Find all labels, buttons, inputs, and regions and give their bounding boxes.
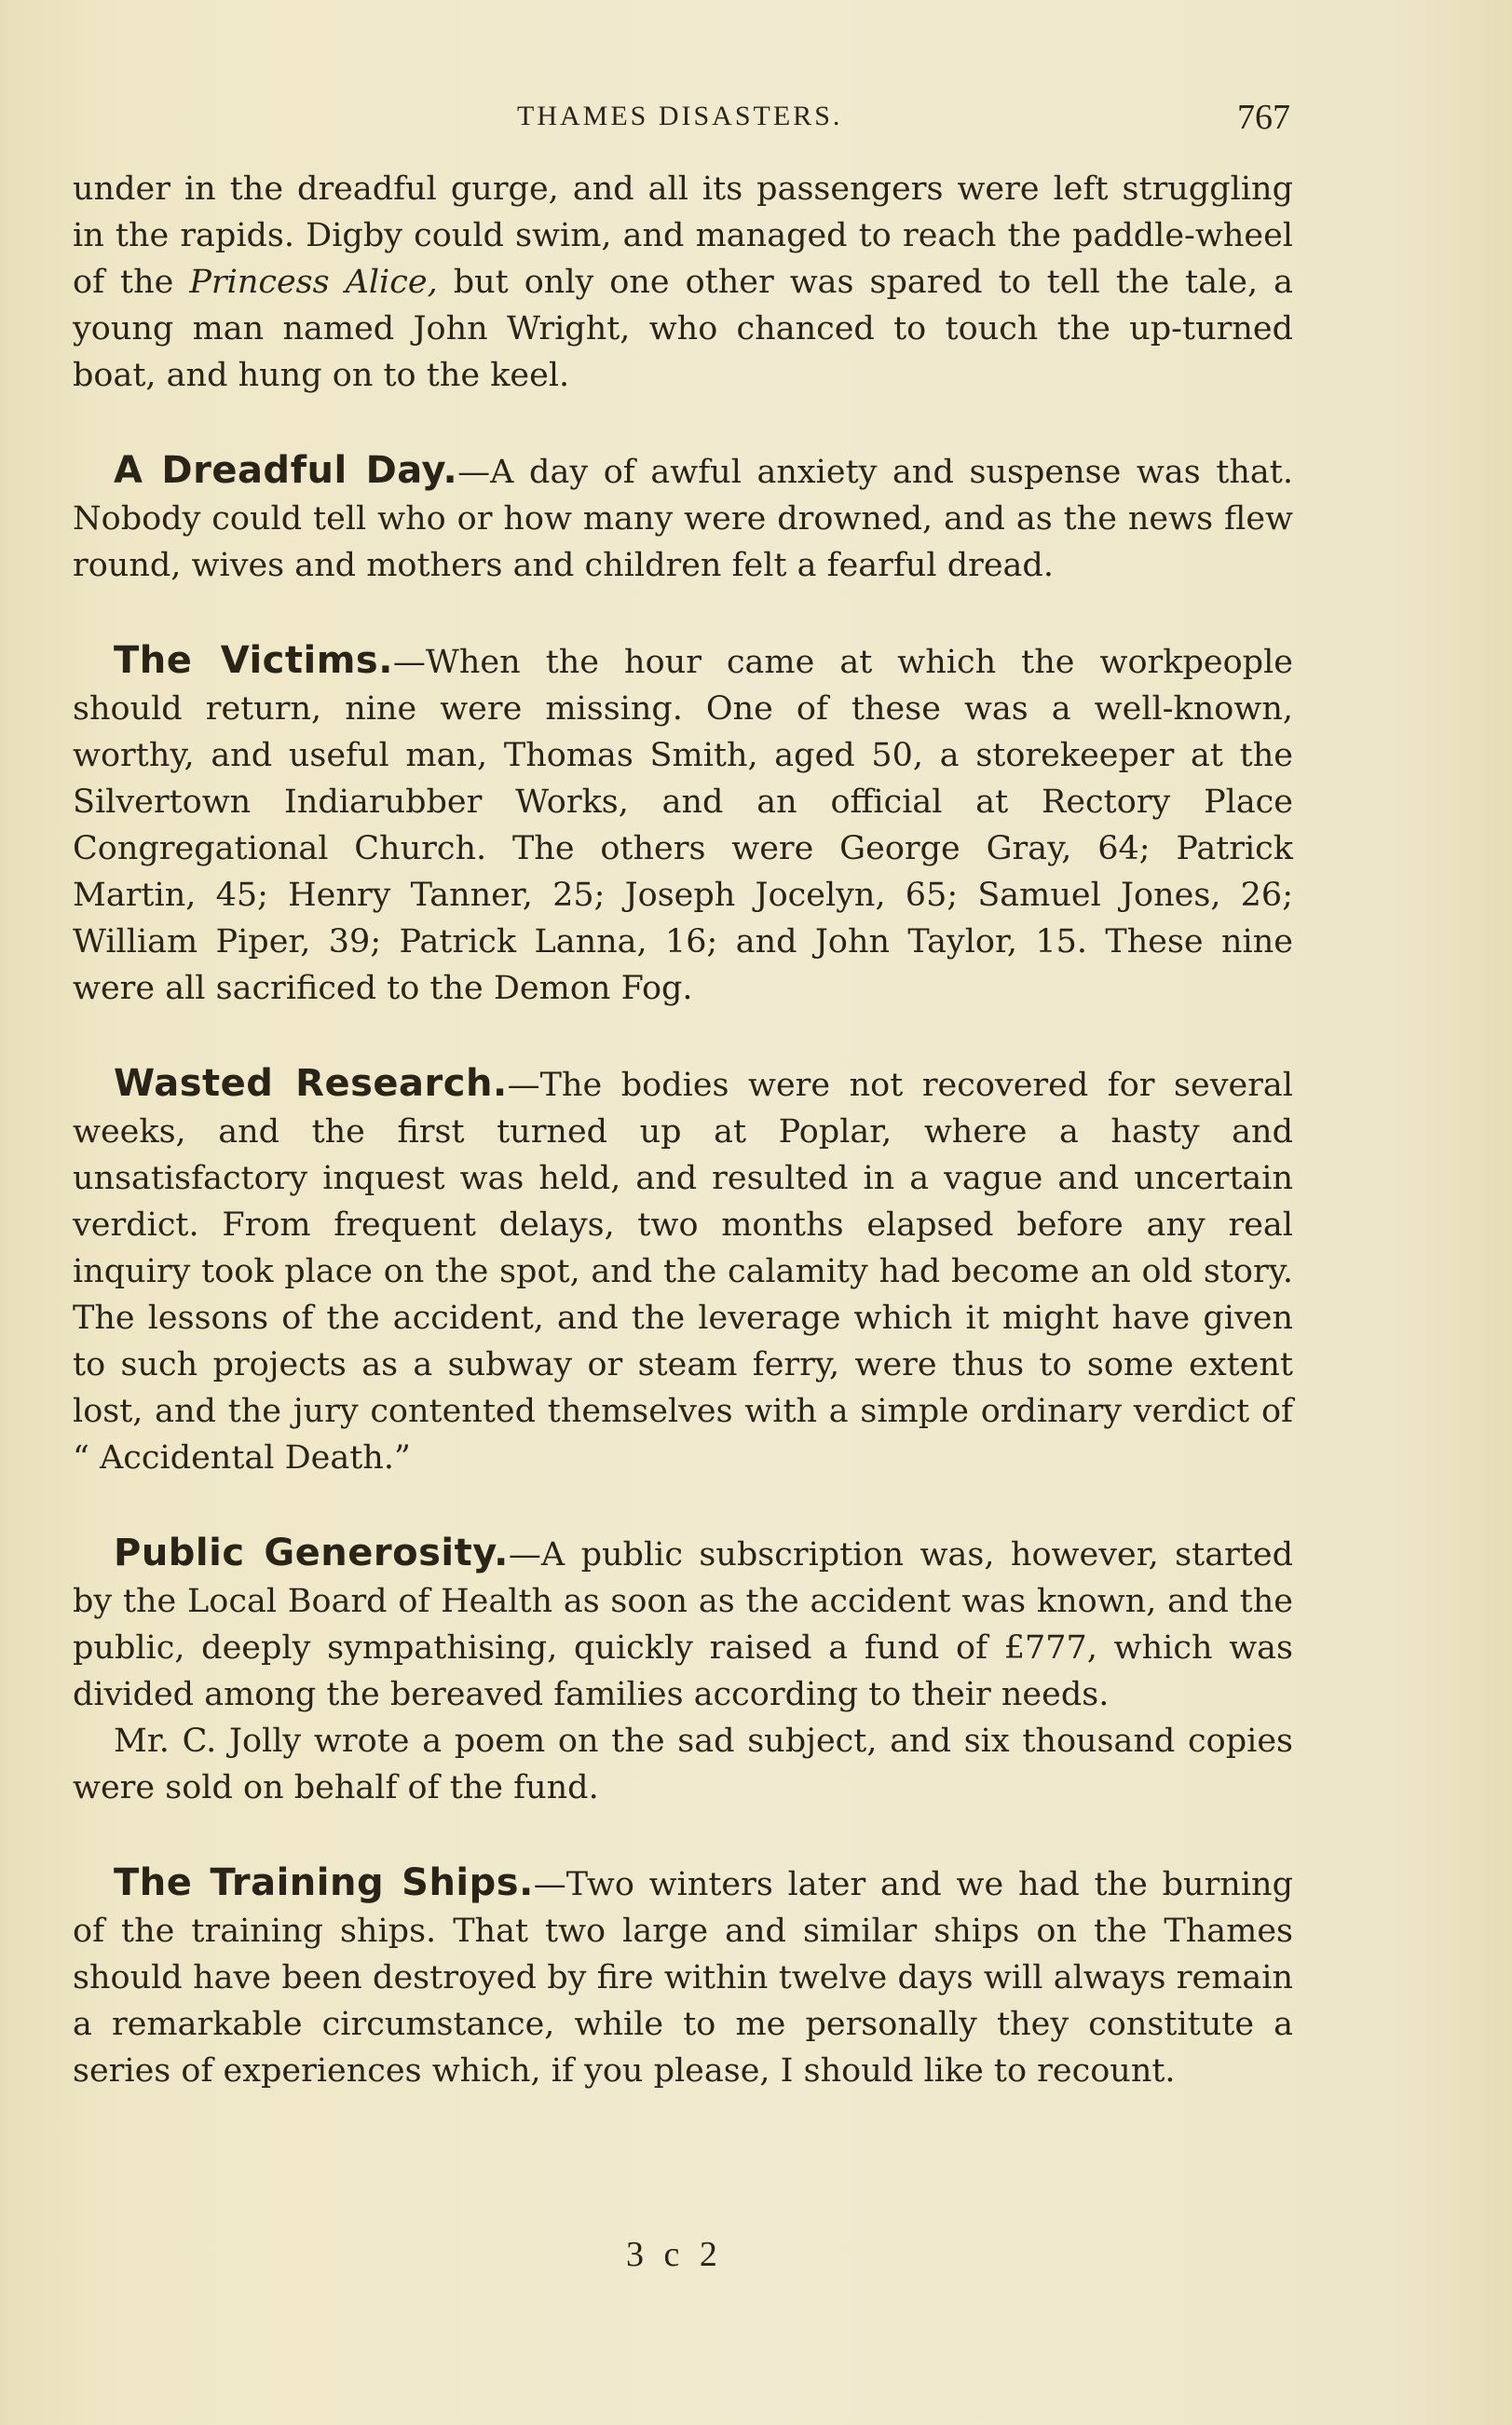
- section-paragraph: [73, 1060, 1293, 1481]
- section-wasted-research: [73, 1060, 1293, 1481]
- section-heading: The Training Ships.: [114, 1861, 534, 1904]
- section-paragraph: [73, 1860, 1293, 2094]
- body-text: [73, 166, 1293, 2135]
- section-paragraph: [73, 1530, 1293, 1718]
- signature-mark: 3 c 2: [626, 2235, 723, 2274]
- section-heading: A Dreadful Day.: [114, 449, 458, 492]
- page-number: 767: [1237, 98, 1290, 137]
- section-heading: The Victims.: [114, 639, 393, 682]
- section-public-generosity: [73, 1530, 1293, 1811]
- section-paragraph: [73, 447, 1293, 589]
- section-text: —When the hour came at which the workpeople should return, nine were missing. One of these was a well-known, worthy, and useful man, Thomas Smith, aged 50, a storekeeper at the Silvertown Indiarubber Works, and an official at Rectory Place Congregational Church. The others were George Gray, 64; Patrick Martin, 45; Henry Tanner, 25; Joseph Jocelyn, 65; Samuel Jones, 26; William Piper, 39; Patrick Lanna, 16; and John Taylor, 15. These nine were all sacrificed to the Demon Fog.: [73, 644, 1293, 1007]
- section-dreadful-day: [73, 447, 1293, 589]
- section-training-ships: [73, 1860, 1293, 2094]
- section-paragraph: [73, 637, 1293, 1012]
- running-head: [0, 98, 1512, 147]
- section-text: —A day of awful anxiety and suspense was that. Nobody could tell who or how many were drowned, and as the news flew round, wives and mothers and children felt a fearful dread.: [73, 454, 1293, 584]
- opening-paragraph: [73, 166, 1293, 399]
- section-heading: Public Generosity.: [114, 1532, 509, 1574]
- section-victims: [73, 637, 1293, 1012]
- section-text: —Two winters later and we had the burning of the training ships. That two large and similar ships on the Thames should have been destroyed by fire within twelve days will always remain a remarkable circumstance, while to me personally they constitute a series of experiences which, if you please, I should like to recount.: [73, 1866, 1293, 2090]
- opening-text-part-1: under in the dreadful gurge, and all its passengers were left struggling in the rapids. Digby could swim, and managed to reach the paddle-wheel of the: [73, 170, 1293, 301]
- ship-name-italic: Princess Alice,: [189, 264, 438, 301]
- opening-text-part-2: but only one other was spared to tell the tale, a young man named John Wright, who chanced to touch the up-turned boat, and hung on to the keel.: [73, 264, 1293, 394]
- section-heading: Wasted Research.: [114, 1062, 508, 1105]
- section-followup-paragraph: Mr. C. Jolly wrote a poem on the sad subject, and six thousand copies were sold on behalf of the fund.: [73, 1723, 1293, 1806]
- section-text: —A public subscription was, however, started by the Local Board of Health as soon as the accident was known, and the public, deeply sympathising, quickly raised a fund of £777, which was divided among the bereaved families according to their needs.: [73, 1536, 1293, 1713]
- section-text: —The bodies were not recovered for several weeks, and the first turned up at Poplar, where a hasty and unsatisfactory inquest was held, and resulted in a vague and uncertain verdict. From frequent delays, two months elapsed before any real inquiry took place on the spot, and the calamity had become an old story. The lessons of the accident, and the leverage which it might have given to such projects as a subway or steam ferry, were thus to some extent lost, and the jury contented themselves with a simple ordinary verdict of “ Accidental Death.”: [73, 1067, 1293, 1477]
- running-head-title: THAMES DISASTERS.: [517, 101, 843, 131]
